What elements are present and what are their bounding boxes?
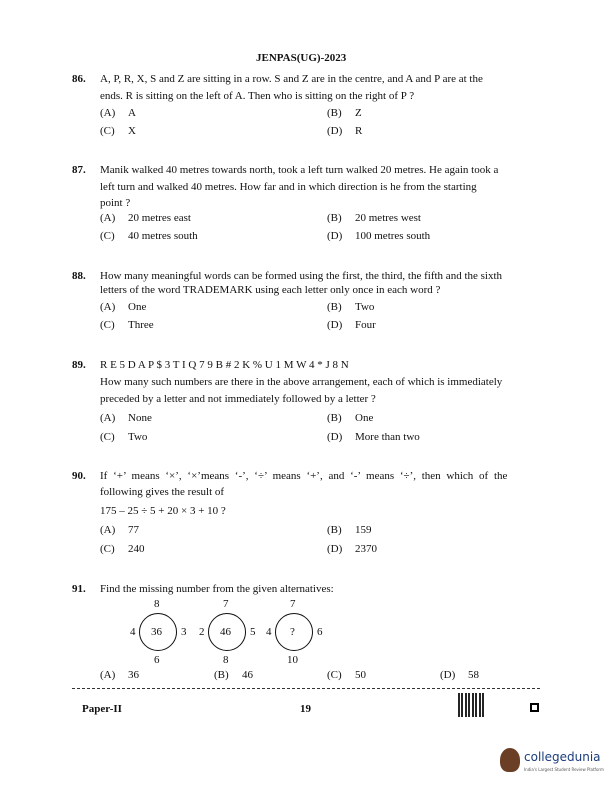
question-number: 86.: [72, 73, 86, 85]
option-text: None: [128, 412, 152, 424]
option-text: 159: [355, 524, 372, 536]
question-text: following gives the result of: [100, 486, 225, 498]
question-sequence: R E 5 D A P $ 3 T I Q 7 9 B # 2 K % U 1 M W 4 * J 8 N: [100, 359, 349, 371]
option-text: 20 metres west: [355, 212, 421, 224]
question-text: point ?: [100, 197, 131, 209]
option-label: (D): [327, 431, 343, 443]
option-label: (D): [440, 669, 456, 681]
option-label: (B): [327, 524, 342, 536]
question-number: 88.: [72, 270, 86, 282]
logo-name: collegedunia: [524, 750, 601, 764]
mascot-icon: [500, 748, 520, 772]
question-text: Find the missing number from the given alternatives:: [100, 583, 334, 595]
circle-center-number: 46: [220, 626, 231, 638]
option-text: 100 metres south: [355, 230, 431, 242]
option-text: Four: [355, 319, 376, 331]
circle-right-number: 5: [250, 626, 256, 638]
option-label: (C): [100, 431, 115, 443]
option-text: One: [355, 412, 374, 424]
option-label: (C): [327, 669, 342, 681]
question-number: 91.: [72, 583, 86, 595]
option-text: Two: [355, 301, 375, 313]
option-text: A: [128, 107, 136, 119]
question-text: How many such numbers are there in the above arrangement, each of which is immediately: [100, 376, 503, 388]
option-text: More than two: [355, 431, 420, 443]
option-text: R: [355, 125, 363, 137]
footer-page-number: 19: [300, 703, 311, 715]
option-label: (C): [100, 230, 115, 242]
option-label: (A): [100, 212, 116, 224]
logo-tagline: India's Largest Student Review Platform: [524, 767, 604, 772]
square-marker-icon: [530, 703, 539, 712]
question-text: preceded by a letter and not immediately followed by a letter ?: [100, 393, 376, 405]
footer-paper-label: Paper-II: [82, 703, 122, 715]
option-label: (D): [327, 125, 343, 137]
option-label: (A): [100, 669, 116, 681]
option-label: (B): [327, 107, 342, 119]
circle-bottom-number: 8: [223, 654, 229, 666]
option-text: 77: [128, 524, 139, 536]
circle-top-number: 8: [154, 598, 160, 610]
option-label: (A): [100, 412, 116, 424]
option-text: One: [128, 301, 147, 313]
option-text: X: [128, 125, 136, 137]
question-number: 90.: [72, 470, 86, 482]
option-text: Two: [128, 431, 148, 443]
circle-center-number: ?: [290, 626, 295, 638]
question-number: 89.: [72, 359, 86, 371]
circle-right-number: 3: [181, 626, 187, 638]
circle-center-number: 36: [151, 626, 162, 638]
option-label: (B): [327, 412, 342, 424]
option-label: (A): [100, 301, 116, 313]
question-text: ends. R is sitting on the left of A. Then who is sitting on the right of P ?: [100, 90, 415, 102]
circle-left-number: 4: [266, 626, 272, 638]
option-label: (B): [214, 669, 229, 681]
circle-left-number: 4: [130, 626, 136, 638]
question-text: If ‘+’ means ‘×’, ‘×’means ‘-’, ‘÷’ means ‘+’, and ‘-’ means ‘÷’, then which of the: [100, 470, 508, 482]
option-text: Z: [355, 107, 362, 119]
question-expression: 175 – 25 ÷ 5 + 20 × 3 + 10 ?: [100, 505, 226, 517]
option-text: 36: [128, 669, 139, 681]
option-text: 58: [468, 669, 479, 681]
question-text: left turn and walked 40 metres. How far and in which direction is he from the starting: [100, 181, 477, 193]
question-text: Manik walked 40 metres towards north, took a left turn walked 20 metres. He again took a: [100, 164, 499, 176]
circle-bottom-number: 6: [154, 654, 160, 666]
option-label: (C): [100, 543, 115, 555]
option-text: 2370: [355, 543, 377, 555]
option-text: 46: [242, 669, 253, 681]
circle-top-number: 7: [290, 598, 296, 610]
footer-divider: [72, 688, 540, 689]
question-text: letters of the word TRADEMARK using each letter only once in each word ?: [100, 284, 441, 296]
circle-left-number: 2: [199, 626, 205, 638]
question-text: How many meaningful words can be formed using the first, the third, the fifth and the sixth: [100, 270, 503, 282]
circle-right-number: 6: [317, 626, 323, 638]
question-number: 87.: [72, 164, 86, 176]
option-label: (D): [327, 230, 343, 242]
qr-code-icon: [458, 693, 484, 717]
question-text: A, P, R, X, S and Z are sitting in a row. S and Z are in the centre, and A and P are at the: [100, 73, 483, 85]
circle-bottom-number: 10: [287, 654, 298, 666]
option-label: (C): [100, 125, 115, 137]
option-text: 20 metres east: [128, 212, 191, 224]
circle-top-number: 7: [223, 598, 229, 610]
option-label: (C): [100, 319, 115, 331]
option-text: 40 metres south: [128, 230, 198, 242]
option-text: 240: [128, 543, 145, 555]
option-label: (A): [100, 524, 116, 536]
option-text: 50: [355, 669, 366, 681]
option-label: (D): [327, 543, 343, 555]
page-header: JENPAS(UG)-2023: [256, 52, 347, 64]
option-label: (B): [327, 301, 342, 313]
option-label: (D): [327, 319, 343, 331]
option-label: (A): [100, 107, 116, 119]
option-label: (B): [327, 212, 342, 224]
option-text: Three: [128, 319, 154, 331]
